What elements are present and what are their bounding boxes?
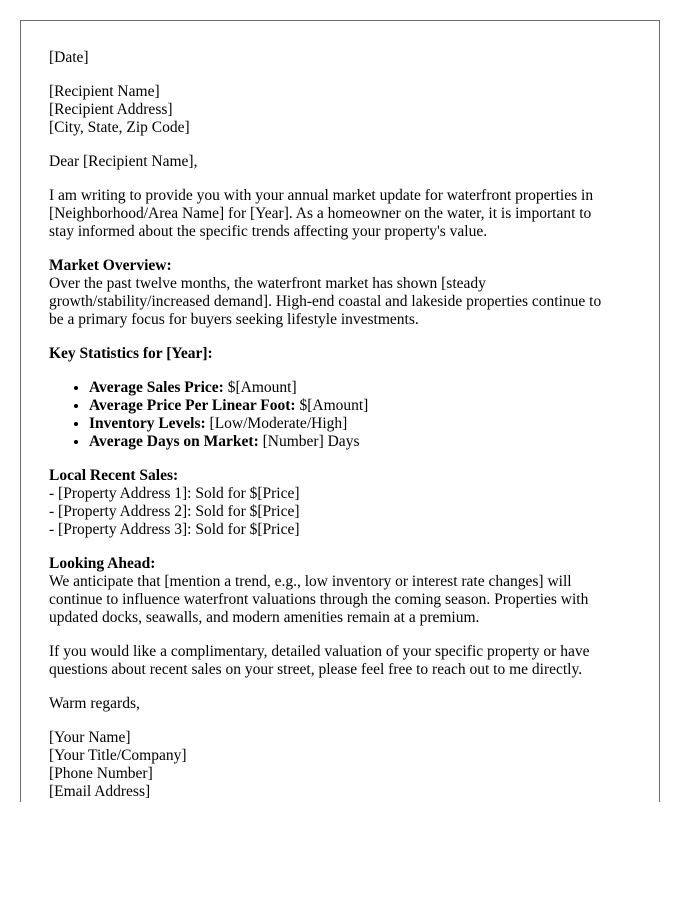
looking-ahead-line: continue to influence waterfront valuations through the coming season. Properties with	[49, 591, 589, 608]
market-overview-section	[49, 257, 639, 329]
recipient-address: [Recipient Address]	[49, 101, 173, 118]
sign-off: Warm regards,	[49, 695, 140, 712]
statistic-item	[89, 379, 639, 397]
statistic-label: Average Sales Price:	[89, 379, 224, 396]
recent-sale-line: - [Property Address 2]: Sold for $[Price]	[49, 503, 300, 520]
statistic-label: Inventory Levels:	[89, 415, 206, 432]
statistic-value: [Low/Moderate/High]	[205, 415, 348, 432]
statistic-item	[89, 433, 639, 451]
recipient-block	[49, 83, 639, 137]
statistic-value: $[Amount]	[295, 397, 369, 414]
signature-block	[49, 729, 639, 801]
market-overview-line: growth/stability/increased demand]. High-end coastal and lakeside properties continue to	[49, 293, 602, 310]
statistic-label: Average Days on Market:	[89, 433, 259, 450]
key-statistics-heading: Key Statistics for [Year]:	[49, 345, 213, 362]
recent-sales-heading: Local Recent Sales:	[49, 467, 179, 484]
closing-line: If you would like a complimentary, detailed valuation of your specific property or have	[49, 643, 590, 660]
salutation: Dear [Recipient Name],	[49, 153, 198, 170]
looking-ahead-heading: Looking Ahead:	[49, 555, 156, 572]
statistic-value: [Number] Days	[258, 433, 360, 450]
letter-body	[49, 49, 639, 801]
letter-date: [Date]	[49, 49, 89, 66]
closing-paragraph	[49, 643, 639, 679]
recent-sale-line: - [Property Address 3]: Sold for $[Price]	[49, 521, 300, 538]
recipient-city-state-zip: [City, State, Zip Code]	[49, 119, 190, 136]
looking-ahead-line: We anticipate that [mention a trend, e.g., low inventory or interest rate changes] will	[49, 573, 572, 590]
looking-ahead-section	[49, 555, 639, 627]
intro-line: [Neighborhood/Area Name] for [Year]. As a homeowner on the water, it is important to	[49, 205, 592, 222]
signature-email: [Email Address]	[49, 783, 151, 800]
market-overview-line: Over the past twelve months, the waterfront market has shown [steady	[49, 275, 486, 292]
recent-sale-line: - [Property Address 1]: Sold for $[Price]	[49, 485, 300, 502]
letter-page	[20, 20, 660, 802]
statistic-item	[89, 397, 639, 415]
intro-line: I am writing to provide you with your annual market update for waterfront properties in	[49, 187, 594, 204]
statistic-value: $[Amount]	[223, 379, 297, 396]
intro-line: stay informed about the specific trends affecting your property's value.	[49, 223, 488, 240]
signature-name: [Your Name]	[49, 729, 131, 746]
recent-sales-section	[49, 467, 639, 539]
intro-paragraph	[49, 187, 639, 241]
statistic-label: Average Price Per Linear Foot:	[89, 397, 296, 414]
market-overview-heading: Market Overview:	[49, 257, 172, 274]
recipient-name: [Recipient Name]	[49, 83, 160, 100]
key-statistics-list	[49, 379, 639, 451]
looking-ahead-line: updated docks, seawalls, and modern amenities remain at a premium.	[49, 609, 480, 626]
signature-phone: [Phone Number]	[49, 765, 153, 782]
key-statistics-section	[49, 345, 639, 451]
market-overview-line: be a primary focus for buyers seeking lifestyle investments.	[49, 311, 419, 328]
signature-title-company: [Your Title/Company]	[49, 747, 187, 764]
statistic-item	[89, 415, 639, 433]
closing-line: questions about recent sales on your street, please feel free to reach out to me directly.	[49, 661, 583, 678]
